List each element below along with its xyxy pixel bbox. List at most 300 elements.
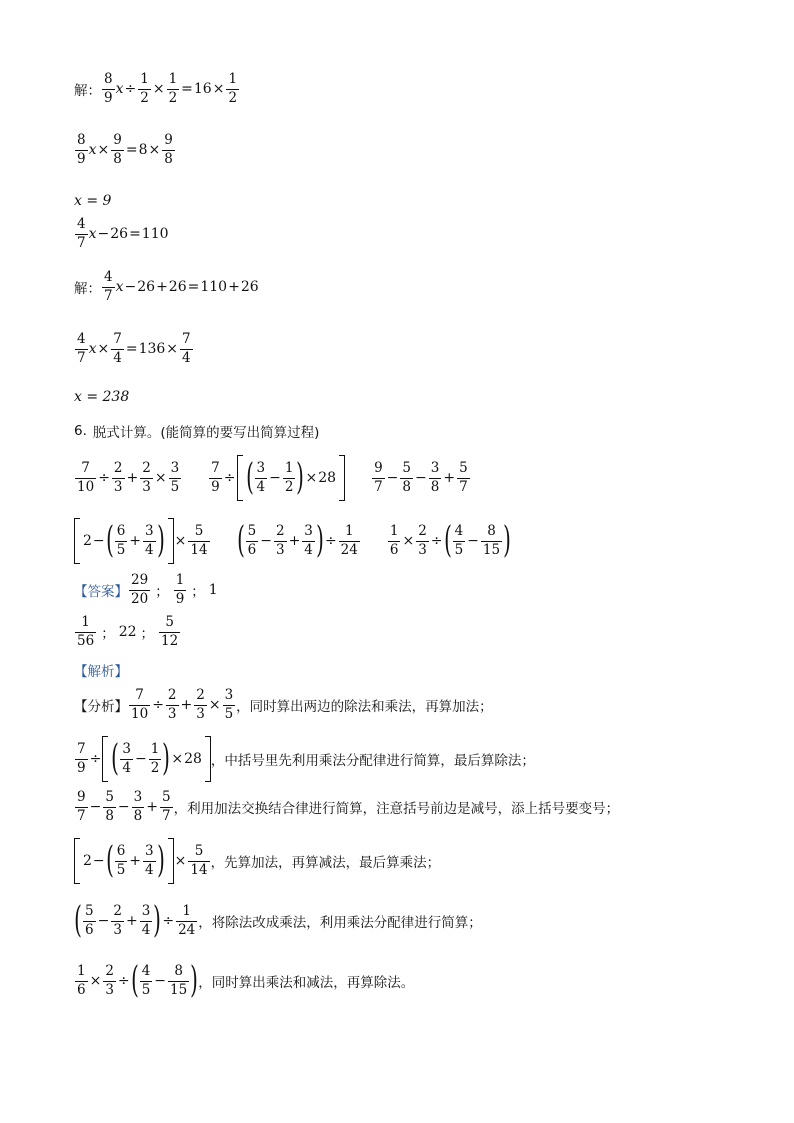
- numerator: 5: [459, 459, 468, 476]
- numerator: 2: [113, 459, 123, 476]
- numerator: 1: [175, 572, 185, 588]
- left-paren: (: [443, 520, 452, 561]
- numerator: 3: [256, 459, 266, 476]
- operator: −: [467, 533, 479, 549]
- numerator: 7: [77, 740, 86, 757]
- answer-line-2: [74, 615, 181, 649]
- operator: −: [124, 279, 137, 296]
- problem-title: [74, 421, 319, 441]
- number: 26: [168, 279, 187, 296]
- numerator: 9: [113, 132, 122, 148]
- left-paren: (: [130, 960, 139, 1001]
- denominator: 3: [113, 478, 123, 495]
- fraction: [103, 72, 114, 106]
- denominator: 8: [105, 807, 114, 824]
- numerator: 3: [145, 522, 154, 539]
- solution-line-1: [74, 72, 240, 106]
- denominator: 5: [170, 478, 180, 495]
- denominator: 12: [161, 632, 179, 649]
- denominator: 10: [131, 705, 149, 722]
- jie-label: 解：: [74, 83, 101, 100]
- denominator: 4: [122, 759, 131, 776]
- denominator: 14: [190, 861, 208, 878]
- numerator: 1: [150, 740, 160, 757]
- number: 110: [200, 279, 228, 296]
- operator: ×: [174, 533, 187, 549]
- operator: =: [125, 142, 138, 159]
- operator: ÷: [117, 973, 130, 989]
- fraction: [340, 524, 359, 558]
- denominator: 3: [105, 981, 114, 998]
- fraction: [275, 524, 286, 558]
- numerator: 3: [224, 687, 234, 703]
- fraction: [133, 790, 144, 824]
- analysis-text: ，中括号里先利用乘法分配律进行简算，最后算除法；: [210, 753, 535, 769]
- numerator: 2: [418, 522, 427, 539]
- denominator: 24: [178, 921, 196, 938]
- denominator: 10: [77, 478, 95, 495]
- operator: −: [97, 913, 110, 929]
- operator: =: [187, 279, 200, 296]
- fraction: [139, 72, 150, 106]
- numerator: 1: [344, 522, 354, 539]
- operator: ÷: [324, 533, 337, 549]
- fraction: [121, 742, 132, 776]
- operator: ×: [152, 81, 165, 98]
- numerator: 3: [141, 902, 151, 919]
- numerator: 5: [85, 902, 94, 919]
- analysis-line-1: [74, 688, 493, 722]
- denominator: 14: [190, 541, 208, 558]
- fraction: [195, 688, 206, 722]
- fraction: [144, 524, 155, 558]
- operator: ÷: [152, 697, 164, 714]
- numerator: 1: [228, 71, 238, 87]
- analysis-line-3: [74, 790, 619, 824]
- operator: ×: [208, 697, 221, 714]
- denominator: 7: [459, 478, 468, 495]
- denominator: 7: [77, 349, 86, 366]
- left-paren: (: [245, 457, 254, 498]
- operator: −: [97, 226, 110, 243]
- denominator: 8: [133, 807, 143, 824]
- operator: −: [89, 799, 102, 816]
- denominator: 6: [389, 541, 399, 558]
- number: 8: [138, 142, 148, 159]
- numerator: 5: [247, 522, 257, 539]
- right-bracket: [339, 455, 345, 501]
- operator: −: [117, 799, 130, 816]
- number: 136: [138, 341, 166, 358]
- fraction: [169, 964, 188, 998]
- numerator: 4: [77, 216, 86, 232]
- fraction: [401, 461, 412, 495]
- number: 26: [137, 279, 156, 296]
- jie-label: 解：: [74, 281, 101, 298]
- analysis-label: 【解析】: [74, 664, 128, 680]
- fraction: [168, 72, 179, 106]
- denominator: 3: [167, 705, 177, 722]
- fraction: [141, 904, 152, 938]
- denominator: 5: [454, 541, 464, 558]
- operator: −: [134, 751, 147, 767]
- operator: ÷: [124, 81, 137, 98]
- analysis-line-6: [74, 960, 415, 1001]
- solution-line-2: [74, 133, 176, 167]
- operator: ×: [148, 142, 161, 159]
- answer-value: 1: [208, 582, 218, 599]
- fraction: [76, 133, 87, 167]
- operator: +: [125, 913, 138, 929]
- denominator: 7: [374, 478, 383, 495]
- numerator: 8: [104, 71, 113, 87]
- fraction: [141, 964, 152, 998]
- operator: =: [129, 226, 141, 243]
- numerator: 3: [430, 459, 440, 476]
- right-paren: ): [503, 520, 511, 561]
- left-paren: (: [105, 520, 114, 561]
- fraction: [389, 524, 400, 558]
- denominator: 5: [141, 981, 151, 998]
- fraction: [112, 133, 123, 167]
- operator: +: [156, 279, 168, 296]
- analysis-line-5: [74, 900, 482, 941]
- denominator: 2: [228, 89, 238, 106]
- fraction: [417, 524, 428, 558]
- numerator: 5: [165, 614, 174, 630]
- numerator: 5: [194, 522, 204, 539]
- fraction: [76, 964, 87, 998]
- denominator: 4: [256, 478, 266, 495]
- right-bracket: [168, 838, 174, 884]
- fraction: [175, 573, 186, 607]
- solution-x238: x = 238: [74, 389, 130, 405]
- operator: −: [386, 470, 399, 486]
- fraction: [130, 688, 149, 722]
- numerator: 8: [174, 962, 183, 979]
- problem-row-1: [74, 455, 471, 501]
- numerator: 2: [275, 522, 285, 539]
- variable: x: [88, 341, 97, 358]
- operator: +: [146, 799, 158, 816]
- denominator: 20: [131, 590, 149, 607]
- number: 26: [240, 279, 259, 296]
- operator: ÷: [223, 470, 236, 486]
- denominator: 8: [113, 150, 122, 167]
- operator: ×: [97, 142, 110, 159]
- fraction: [458, 461, 469, 495]
- operator: −: [154, 973, 167, 989]
- left-paren: (: [105, 840, 114, 881]
- fraction: [247, 524, 258, 558]
- numerator: 9: [374, 459, 383, 476]
- fraction: [181, 332, 192, 366]
- operator: +: [180, 697, 193, 714]
- fraction: [130, 573, 149, 607]
- fraction: [144, 844, 155, 878]
- denominator: 6: [247, 541, 257, 558]
- fraction: [150, 742, 161, 776]
- fraction: [104, 964, 115, 998]
- numerator: 7: [211, 459, 220, 476]
- denominator: 8: [164, 150, 173, 167]
- denominator: 2: [168, 89, 178, 106]
- operator: ÷: [98, 470, 110, 486]
- denominator: 9: [175, 590, 185, 607]
- problem-text: 脱式计算。(能简算的要写出简算过程): [92, 425, 320, 441]
- operator: ÷: [162, 913, 175, 929]
- denominator: 5: [224, 705, 234, 722]
- separator: ；: [101, 626, 115, 643]
- fraction: [112, 332, 123, 366]
- left-bracket: [102, 736, 108, 782]
- numerator: 1: [140, 71, 149, 87]
- variable: x: [88, 226, 97, 243]
- fraction: [454, 524, 465, 558]
- fraction: [113, 461, 124, 495]
- numerator: 7: [113, 331, 122, 347]
- numerator: 5: [194, 842, 204, 859]
- fraction: [161, 790, 172, 824]
- problem-row-2: [74, 518, 511, 564]
- left-bracket: [237, 455, 243, 501]
- denominator: 3: [142, 478, 151, 495]
- denominator: 4: [145, 861, 154, 878]
- numerator: 4: [454, 522, 464, 539]
- denominator: 56: [77, 632, 95, 649]
- fraction: [170, 461, 181, 495]
- numerator: 2: [142, 459, 151, 476]
- operator: +: [129, 853, 142, 869]
- fraction: [224, 688, 235, 722]
- numerator: 29: [131, 572, 149, 588]
- equation-line: [74, 217, 169, 251]
- fraction: [167, 688, 178, 722]
- numerator: 7: [81, 459, 90, 476]
- operator: +: [443, 470, 456, 486]
- operator: ×: [212, 81, 225, 98]
- operator: −: [92, 853, 105, 869]
- denominator: 6: [85, 921, 94, 938]
- denominator: 15: [482, 541, 501, 558]
- denominator: 8: [430, 478, 440, 495]
- operator: +: [288, 533, 301, 549]
- fraction: [160, 615, 179, 649]
- numerator: 1: [182, 902, 191, 919]
- numerator: 4: [77, 331, 86, 347]
- numerator: 1: [81, 614, 90, 630]
- numerator: 1: [77, 962, 86, 979]
- fraction: [112, 904, 123, 938]
- left-paren: (: [236, 520, 245, 561]
- denominator: 6: [77, 981, 86, 998]
- fraction: [76, 742, 87, 776]
- denominator: 3: [113, 921, 122, 938]
- numerator: 3: [133, 789, 143, 805]
- number: 28: [184, 751, 202, 767]
- numerator: 6: [116, 842, 126, 859]
- analysis-text: ，先算加法，再算减法，最后算乘法；: [210, 855, 441, 871]
- numerator: 1: [168, 71, 178, 87]
- denominator: 5: [116, 861, 126, 878]
- left-bracket: [74, 518, 80, 564]
- fraction: [103, 270, 114, 304]
- number: 110: [141, 226, 169, 243]
- number: 16: [193, 81, 212, 98]
- numerator: 4: [141, 962, 151, 979]
- operator: ×: [305, 470, 318, 486]
- problem-number: 6.: [74, 423, 87, 439]
- numerator: 9: [77, 789, 86, 805]
- numerator: 1: [389, 522, 399, 539]
- fraction: [189, 524, 208, 558]
- analysis-text: ，同时算出两边的除法和乘法，再算加法；: [236, 699, 493, 716]
- numerator: 3: [122, 740, 131, 757]
- denominator: 4: [145, 541, 154, 558]
- fraction: [76, 217, 87, 251]
- fraction: [303, 524, 314, 558]
- operator: −: [415, 470, 427, 486]
- fraction: [76, 332, 87, 366]
- denominator: 8: [402, 478, 411, 495]
- numerator: 7: [182, 331, 191, 347]
- left-paren: (: [74, 900, 82, 941]
- variable: x: [88, 142, 97, 159]
- operator: ÷: [89, 751, 102, 767]
- analysis-line-2: [74, 736, 535, 782]
- number: 28: [318, 470, 337, 486]
- operator: ×: [174, 853, 187, 869]
- numerator: 2: [196, 687, 205, 703]
- fraction: [189, 844, 208, 878]
- denominator: 7: [77, 234, 86, 251]
- fraction: [116, 524, 127, 558]
- numerator: 9: [164, 132, 173, 148]
- fraction: [482, 524, 501, 558]
- numerator: 2: [105, 962, 114, 979]
- fraction: [163, 133, 174, 167]
- operator: ×: [402, 533, 415, 549]
- denominator: 9: [77, 150, 86, 167]
- numerator: 3: [304, 522, 313, 539]
- numerator: 2: [167, 687, 177, 703]
- operator: +: [129, 533, 142, 549]
- numerator: 3: [145, 842, 154, 859]
- operator: −: [92, 533, 105, 549]
- fraction: [210, 461, 221, 495]
- fraction: [76, 461, 95, 495]
- denominator: 9: [77, 759, 86, 776]
- numerator: 1: [284, 459, 294, 476]
- left-paren: (: [111, 738, 120, 779]
- variable: x: [115, 81, 124, 98]
- fraction: [227, 72, 238, 106]
- right-paren: ): [153, 900, 162, 941]
- denominator: 5: [116, 541, 126, 558]
- operator: −: [269, 470, 281, 486]
- solution-x9: x = 9: [74, 193, 112, 209]
- separator: ；: [191, 584, 205, 601]
- denominator: 7: [161, 807, 171, 824]
- separator: ；: [140, 626, 155, 643]
- fraction: [76, 615, 95, 649]
- solution-line-6: [74, 332, 194, 366]
- denominator: 7: [77, 807, 86, 824]
- fraction: [430, 461, 441, 495]
- numerator: 8: [487, 522, 496, 539]
- denominator: 3: [418, 541, 427, 558]
- numerator: 4: [104, 269, 113, 285]
- denominator: 4: [141, 921, 151, 938]
- numerator: 5: [105, 789, 114, 805]
- denominator: 7: [104, 287, 113, 304]
- number: 26: [110, 226, 129, 243]
- fenxi-label: 【分析】: [74, 699, 128, 716]
- number: 2: [83, 853, 92, 869]
- denominator: 4: [182, 349, 191, 366]
- operator: ×: [89, 973, 102, 989]
- right-paren: ): [316, 520, 324, 561]
- fraction: [116, 844, 127, 878]
- right-paren: ): [156, 520, 165, 561]
- right-paren: ): [156, 840, 165, 881]
- operator: =: [181, 81, 193, 98]
- number: 2: [83, 533, 92, 549]
- solution-line-5: [74, 270, 259, 304]
- right-paren: ): [162, 738, 171, 779]
- analysis-text: ，利用加法交换结合律进行简算，注意括号前边是减号，添上括号要变号；: [173, 801, 620, 818]
- fraction: [256, 461, 267, 495]
- right-paren: ): [190, 960, 199, 1001]
- fraction: [141, 461, 152, 495]
- operator: ×: [154, 470, 167, 486]
- denominator: 9: [211, 478, 220, 495]
- denominator: 9: [104, 89, 113, 106]
- fraction: [373, 461, 384, 495]
- numerator: 3: [170, 459, 180, 476]
- right-bracket: [168, 518, 174, 564]
- denominator: 4: [304, 541, 313, 558]
- operator: +: [126, 470, 139, 486]
- numerator: 5: [402, 459, 411, 476]
- operator: ×: [166, 341, 179, 358]
- numerator: 6: [116, 522, 126, 539]
- analysis-line-4: [74, 838, 440, 884]
- denominator: 3: [275, 541, 285, 558]
- operator: =: [125, 341, 138, 358]
- numerator: 7: [135, 687, 144, 703]
- denominator: 4: [113, 349, 122, 366]
- operator: −: [260, 533, 272, 549]
- denominator: 24: [340, 541, 358, 558]
- denominator: 2: [140, 89, 149, 106]
- denominator: 15: [170, 981, 188, 998]
- answer-value: 22: [118, 624, 137, 641]
- numerator: 8: [77, 132, 86, 148]
- numerator: 2: [113, 902, 122, 919]
- right-paren: ): [296, 457, 305, 498]
- left-bracket: [74, 838, 80, 884]
- answer-line-1: [74, 573, 218, 607]
- fraction: [284, 461, 295, 495]
- denominator: 3: [196, 705, 205, 722]
- operator: ×: [171, 751, 184, 767]
- denominator: 2: [284, 478, 294, 495]
- analysis-text: ，将除法改成乘法，利用乘法分配律进行简算；: [198, 915, 482, 931]
- variable: x: [115, 279, 124, 296]
- denominator: 2: [150, 759, 160, 776]
- numerator: 5: [161, 789, 171, 805]
